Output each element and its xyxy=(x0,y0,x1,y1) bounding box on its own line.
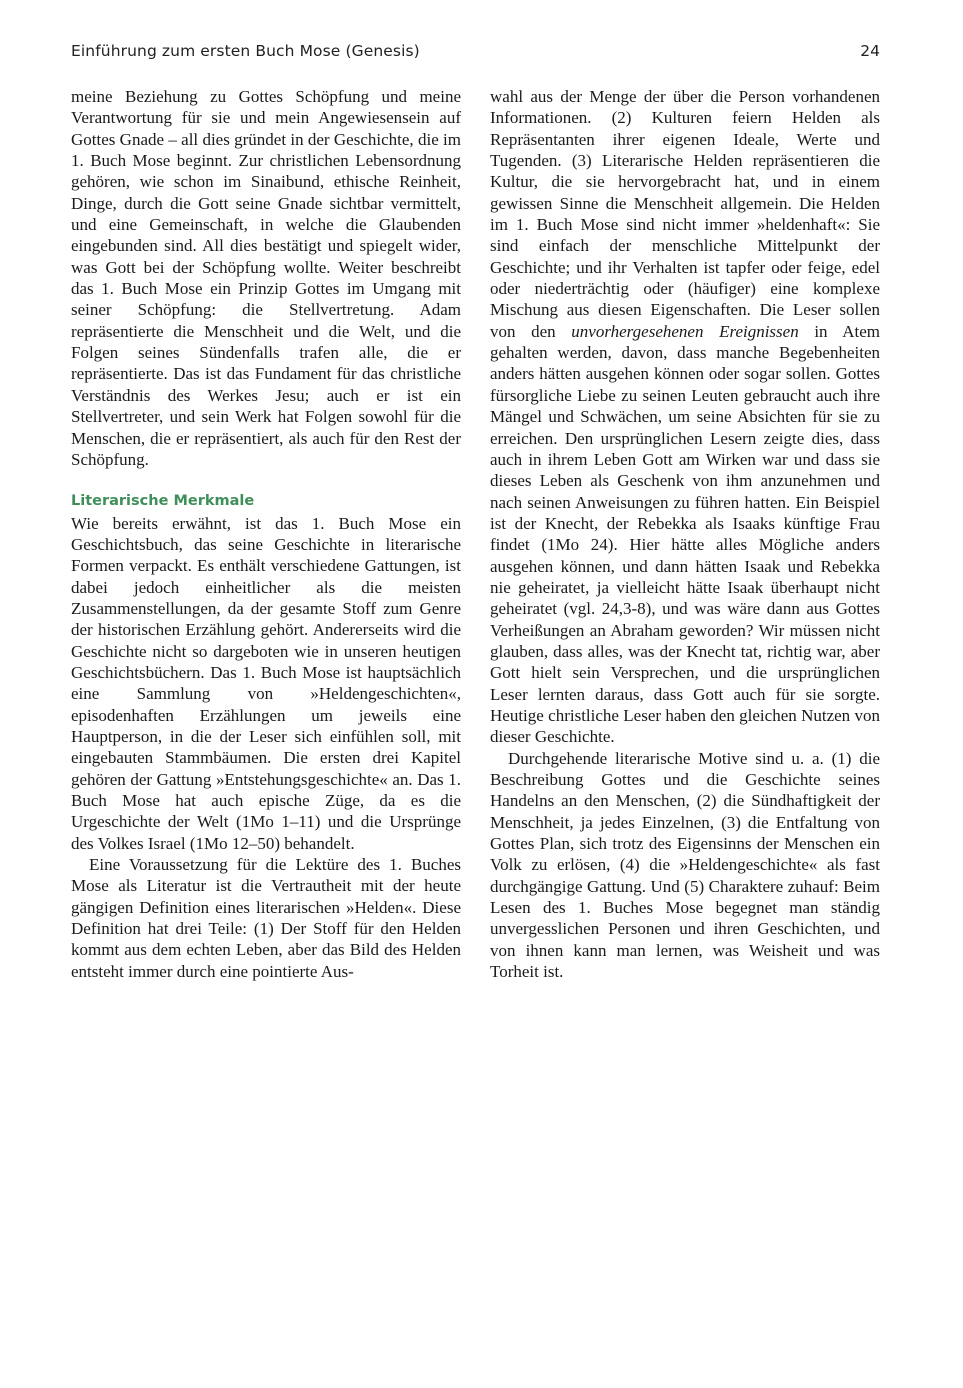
paragraph-motive: Durchgehende literarische Motive sind u. a. (1) die Beschreibung Gottes und die Geschichte seines Handelns an den Menschen, (2) die Sündhaftigkeit der Menschheit, ja jedes Einzelnen, (3) die Entfaltung von Gottes Plan, sich trotz des Eigensinns der Menschen ein Volk zu erlösen, (4) die »Heldengeschichte« als fast durchgängige Gattung. Und (5) Charaktere zuhauf: Beim Lesen des 1. Buches Mose begegnet man ständig unvergesslichen Personen und ihren Geschichten, und von ihnen kann man lernen, was Weisheit und was Torheit ist. xyxy=(490,748,880,982)
paragraph-helden-italic: unvorhergesehenen Ereignissen xyxy=(571,321,799,341)
paragraph-helden xyxy=(490,86,880,748)
right-column xyxy=(490,86,880,982)
paragraph-helden-end: in Atem gehalten werden, davon, dass manche Begebenheiten anders hätten ausgehen können oder sogar sollen. Gottes fürsorgliche Liebe zu seinen Leuten gebraucht auch ihre Mängel und Schwächen, um seine Absichten für sie zu erreichen. Den ursprünglichen Lesern zeigte dies, dass auch in ihrem Leben Gott am Wirken war und dass sie dieses Leben als Geschenk von ihm anzunehmen und nach seinen Anweisungen zu führen hatten. Ein Beispiel ist der Knecht, der Rebekka als Isaaks künftige Frau findet (1Mo 24). Hier hätte alles Mögliche anders ausgehen können, und dann hätten Isaak und Rebekka nie geheiratet, ja vielleicht hätte Isaak überhaupt nicht geheiratet (vgl. 24,3-8), und was wäre dann aus Gottes Verheißungen an Abraham geworden? Wir müssen nicht glauben, dass alles, was der Knecht tat, richtig war, aber Gott hielt sein Versprechen, und die ursprünglichen Leser lernten daraus, dass Gott auch für sie sorgte. Heutige christliche Leser haben den gleichen Nutzen von dieser Geschichte. xyxy=(490,321,880,747)
page-number: 24 xyxy=(860,42,880,60)
left-column xyxy=(71,86,461,982)
paragraph-voraussetzung: Eine Voraussetzung für die Lektüre des 1. Buches Mose als Literatur ist die Vertrautheit mit der heute gängigen Definition eines literarischen »Helden«. Diese Definition hat drei Teile: (1) Der Stoff für den Helden kommt aus dem echten Leben, aber das Bild des Helden entsteht immer durch eine pointierte Aus- xyxy=(71,855,461,981)
paragraph-schoepfung: meine Beziehung zu Gottes Schöpfung und meine Verantwortung für sie und mein Angewiesensein auf Gottes Gnade – all dies gründet in der Geschichte, die im 1. Buch Mose beginnt. Zur christlichen Lebensordnung gehören, wie schon im Sinaibund, ethische Reinheit, Dinge, durch die Gott seine Gnade sichtbar vermittelt, und eine Gemeinschaft, in welche die Glaubenden eingebunden sind. All dies bestätigt und spiegelt wider, was Gott bei der Schöpfung wollte. Weiter beschreibt das 1. Buch Mose ein Prinzip Gottes im Umgang mit seiner Schöpfung: die Stellvertretung. Adam repräsentierte die Menschheit und die Welt, und die Folgen seines Sündenfalls trafen alle, die er repräsentierte. Das ist das Fundament für das christliche Verständnis des Werkes Jesu; auch er ist ein Stellvertreter, und sein Werk hat Folgen sowohl für die Menschen, die er repräsentiert, als auch für den Rest der Schöpfung. xyxy=(71,87,461,469)
paragraph-geschichtsbuch: Wie bereits erwähnt, ist das 1. Buch Mose ein Geschichtsbuch, das seine Geschichte in literarische Formen verpackt. Es enthält verschiedene Gattungen, ist dabei jedoch einheitlicher als die meisten Zusammenstellungen, da der gesamte Stoff zum Genre der historischen Erzählung gehört. Andererseits wird die Geschichte nicht so dargeboten wie in unseren heutigen Geschichtsbüchern. Das 1. Buch Mose ist hauptsächlich eine Sammlung von »Heldengeschichten«, episodenhaften Erzählungen um jeweils eine Hauptperson, in die der Leser sich einfühlen soll, mit eingebauten Stammbäumen. Die ersten drei Kapitel gehören der Gattung »Entstehungsgeschichte« an. Das 1. Buch Mose hat auch epische Züge, da es die Urgeschichte der Welt (1Mo 1–11) und die Ursprünge des Volkes Israel (1Mo 12–50) behandelt. xyxy=(71,513,461,853)
running-title: Einführung zum ersten Buch Mose (Genesis) xyxy=(71,42,420,60)
paragraph-helden-start: wahl aus der Menge der über die Person vorhandenen Informationen. (2) Kulturen feiern Helden als Repräsentanten ihrer eigenen Ideale, Werte und Tugenden. (3) Literarische Helden repräsentieren die Kultur, die sie hervorgebracht hat, und in einem gewissen Sinne die Menschheit allgemein. Die Helden im 1. Buch Mose sind nicht immer »heldenhaft«: Sie sind einfach der menschliche Mittelpunkt der Geschichte; und ihr Verhalten ist tapfer oder feige, edel oder niederträchtig oder (häufiger) eine komplexe Mischung aus diesen Eigenschaften. Die Leser sollen von den xyxy=(490,87,880,341)
section-heading-literarische-merkmale: Literarische Merkmale xyxy=(71,493,255,510)
